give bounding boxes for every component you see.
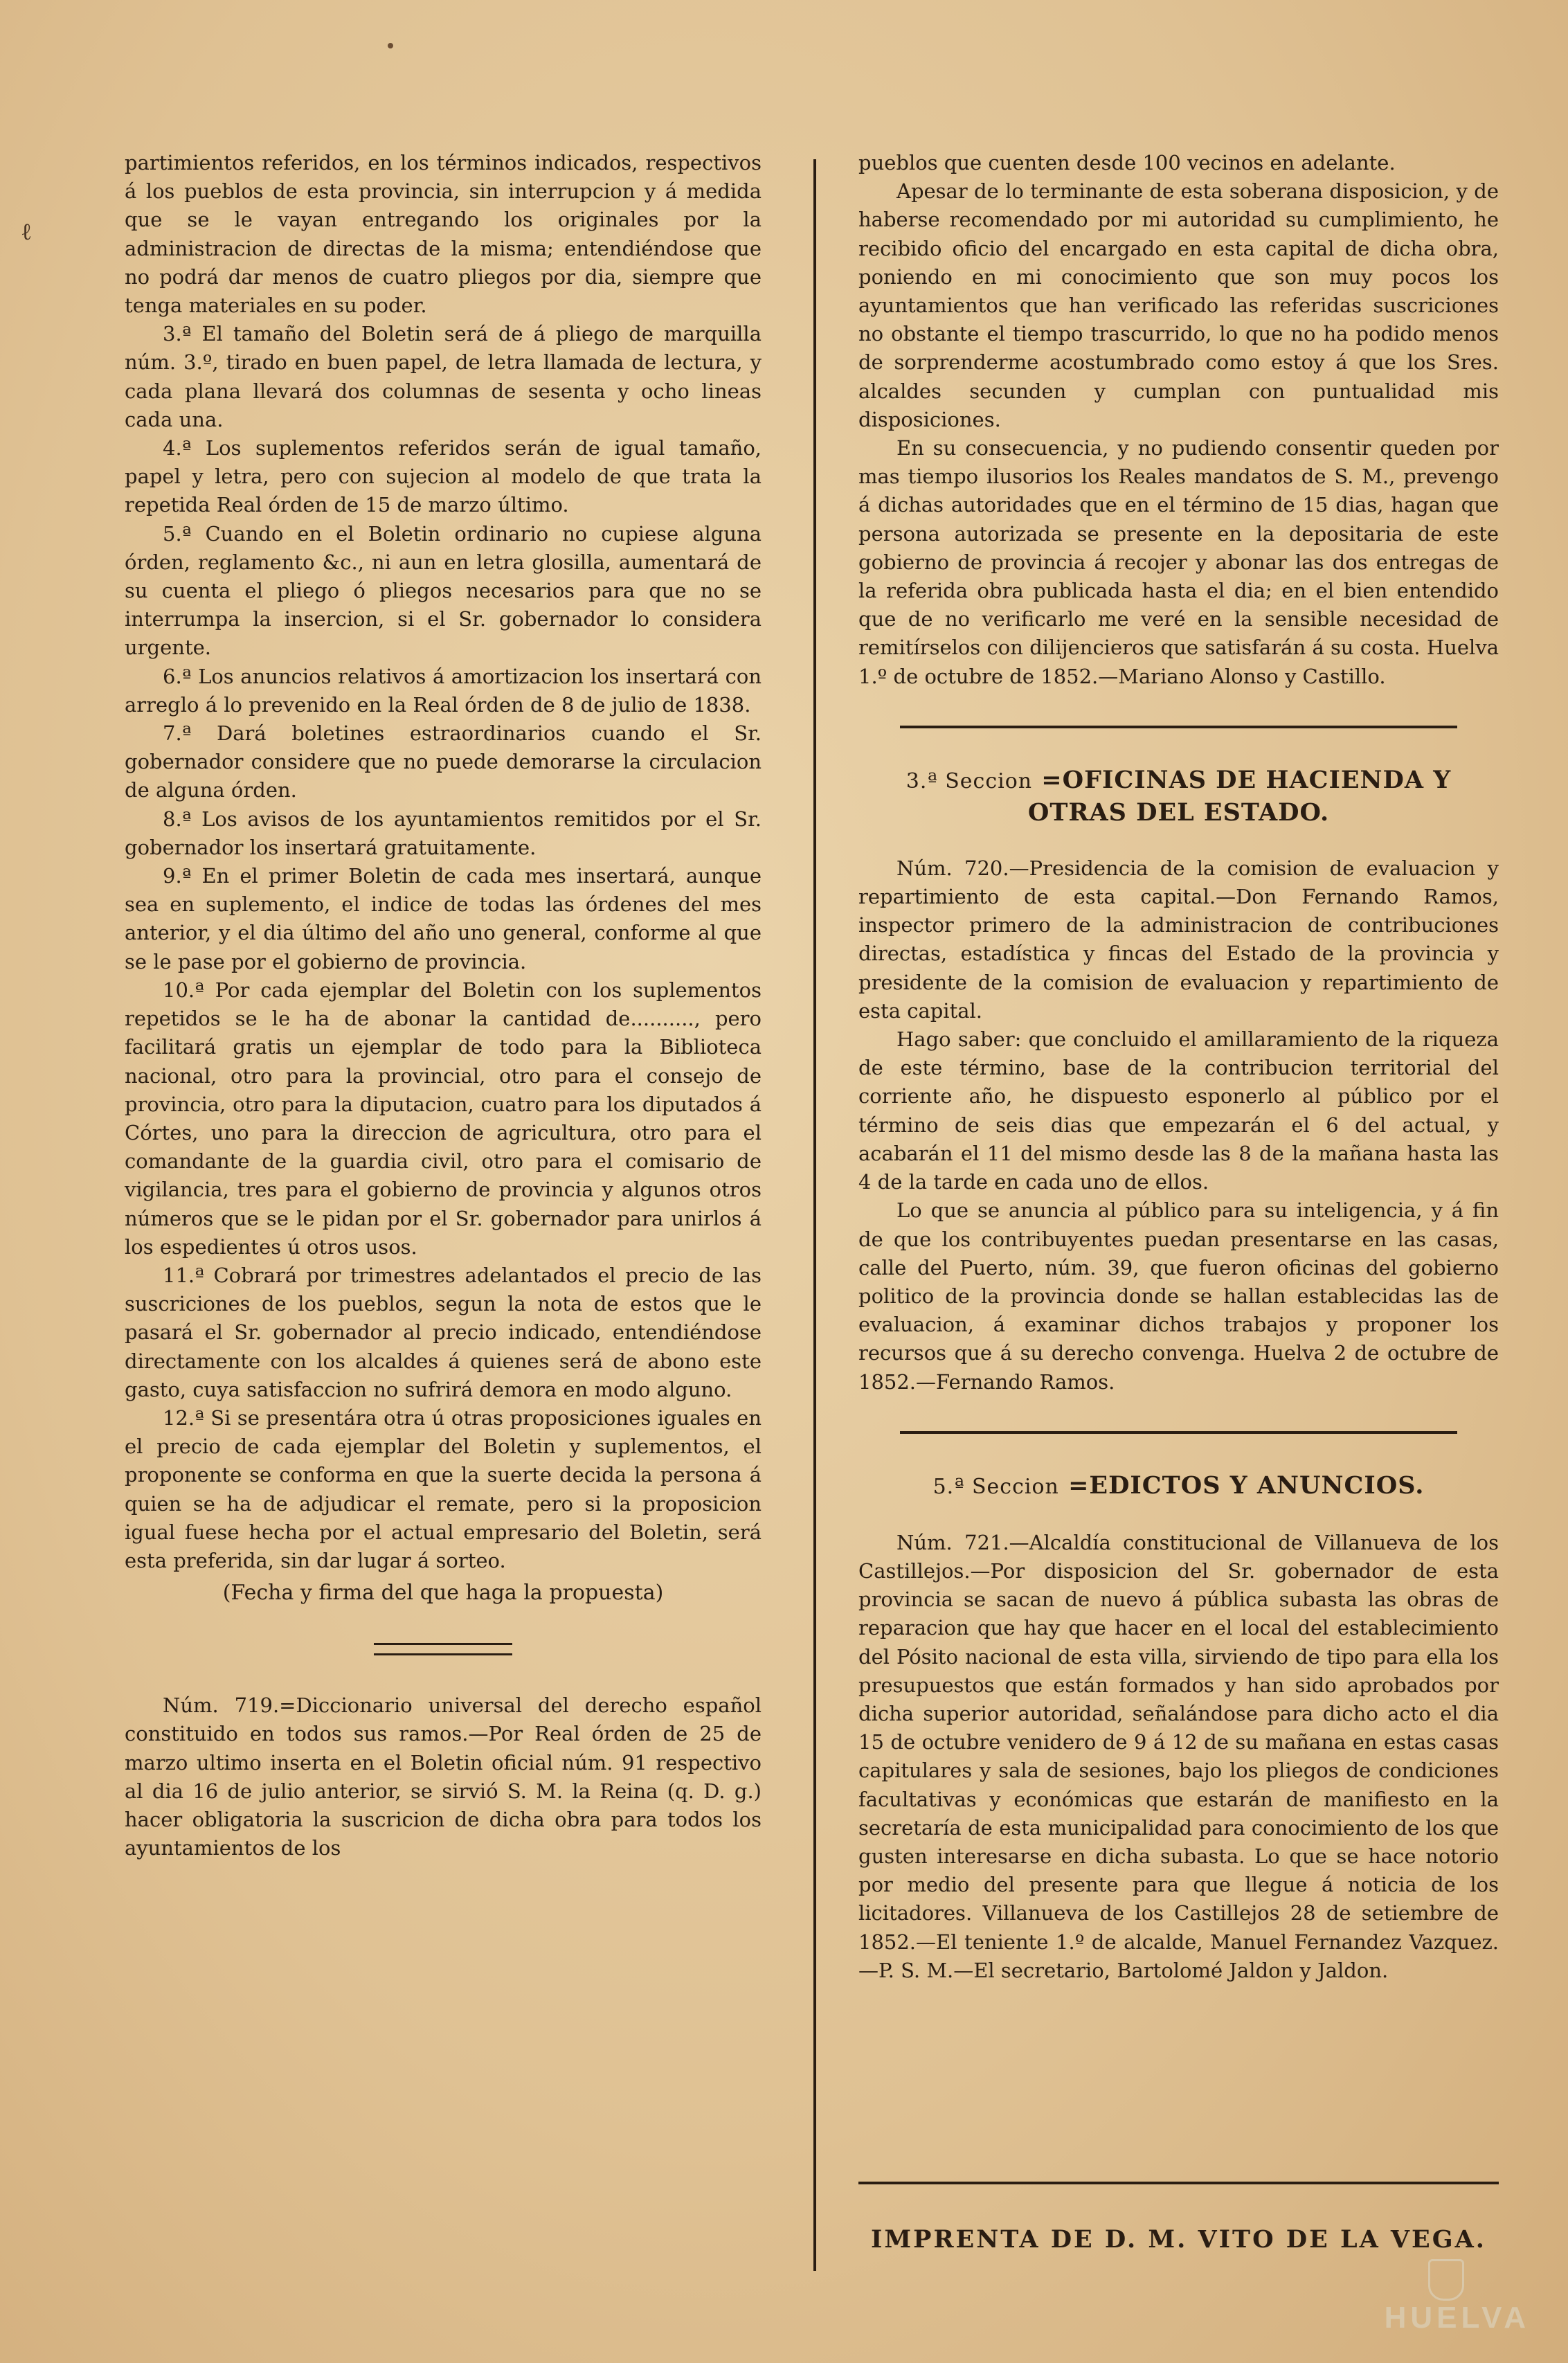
margin-mark: ℓ <box>21 218 33 246</box>
section-3-title: =OFICINAS DE HACIENDA Y OTRAS DEL ESTADO. <box>1027 765 1452 827</box>
ink-spot <box>388 43 393 48</box>
section-rule <box>900 726 1457 728</box>
clause-10: 10.ª Por cada ejemplar del Boletin con los suplementos repetidos se le ha de abonar la cantidad de.........., pero facilitará gratis un ejemplar de todo para la Biblioteca nacional, otro para la provincial, otro para el consejo de provincia, otro para la diputacion, cuatro para los diputados á Córtes, uno para la direccion de agricultura, otro para el comandante de la guardia civil, otro para el comisario de vigilancia, tres para el gobierno de provincia y algunos otros números que se le pidan por el Sr. gobernador para unirlos á los espedientes ú otros usos. <box>125 978 762 1259</box>
imprint: IMPRENTA DE D. M. VITO DE LA VEGA. <box>871 2225 1486 2254</box>
right-column <box>858 149 1499 2254</box>
paragraph-apesar: Apesar de lo terminante de esta soberana disposicion, y de haberse recomendado por mi autoridad su cumplimiento, he recibido oficio del encargado en esta capital de dicha obra, poniendo en mi conocimiento que son muy pocos los ayuntamientos que han verificado las referidas suscriciones no obstante el tiempo trascurrido, lo que no ha podido menos de sorprenderme acostumbrado como estoy á que los Sres. alcaldes secunden y cumplan con puntualidad mis disposiciones. <box>858 179 1499 431</box>
clause-9: 9.ª En el primer Boletin de cada mes insertará, aunque sea en suplemento, el indice de todas las órdenes del mes anterior, y el dia último del año uno general, conforme al que se le pase por el gobierno de provincia. <box>125 864 762 973</box>
clause-6: 6.ª Los anuncios relativos á amortizacion los insertará con arreglo á lo prevenido en la Real órden de 8 de julio de 1838. <box>125 664 762 717</box>
section-rule <box>900 1431 1457 1434</box>
clause-12: 12.ª Si se presentára otra ú otras proposiciones iguales en el precio de cada ejemplar del Boletin y suplementos, el proponente se conforma en que la suerte decida la persona á quien se ha de adjudicar el remate, pero si la proposicion igual fuese hecha por el actual empresario del Boletin, será esta preferida, sin dar lugar á sorteo. <box>125 1405 762 1572</box>
notice-720: Núm. 720.—Presidencia de la comision de evaluacion y repartimiento de esta capital.—Don Fernando Ramos, inspector primero de la administracion de contribuciones directas, estadística y fincas del Estado de la provincia y presidente de la comision de evaluacion y repartimiento de esta capital. <box>858 856 1499 1023</box>
notice-719: Núm. 719.=Diccionario universal del derecho español constituido en todos sus ramos.—Por Real órden de 25 de marzo ultimo inserta en el Boletin oficial núm. 91 respectivo al dia 16 de julio anterior, se sirvió S. M. la Reina (q. D. g.) hacer obligatoria la suscricion de dicha obra para todos los ayuntamientos de los <box>125 1693 762 1860</box>
section-5-title: =EDICTOS Y ANUNCIOS. <box>1068 1471 1425 1500</box>
imprint-rule <box>858 2182 1499 2184</box>
section-3-label: 3.ª Seccion <box>905 769 1033 793</box>
clause-8: 8.ª Los avisos de los ayuntamientos remitidos por el Sr. gobernador los insertará gratuitamente. <box>125 807 762 859</box>
ornament-divider <box>374 1643 512 1655</box>
notice-721: Núm. 721.—Alcaldía constitucional de Villanueva de los Castillejos.—Por disposicion del Sr. gobernador de esta provincia se sacan de nuevo á pública subasta las obras de reparacion que hay que hacer en el local del establecimiento del Pósito nacional de esta villa, sirviendo de tipo para ella los presupuestos que están formados y han sido aprobados por dicha superior autoridad, señalándose para dicho acto el dia 15 de octubre venidero de 9 á 12 de su mañana en estas casas capitulares y sala de sesiones, bajo los pliegos de condiciones facultativas y económicas que estarán de manifiesto en la secretaría de esta municipalidad para conocimiento de los que gusten interesarse en dicha subasta. Lo que se hace notorio por medio del presente para que llegue á noticia de los licitadores. Villanueva de los Castillejos 28 de setiembre de 1852.—El teniente 1.º de alcalde, Manuel Fernandez Vazquez.—P. S. M.—El secretario, Bartolomé Jaldon y Jaldon. <box>858 1530 1499 1982</box>
paragraph-consecuencia: En su consecuencia, y no pudiendo consentir queden por mas tiempo ilusorios los Reales mandatos de S. M., prevengo á dichas autoridades que en el término de 15 dias, hagan que persona autorizada se presente en la depositaria de este gobierno de provincia á recojer y abonar las dos entregas de la referida obra publicada hasta el dia; en el bien entendido que de no verificarlo me veré en la sensible necesidad de remitírselos con dilijencieros que satisfarán á su costa. Huelva 1.º de octubre de 1852.—Mariano Alonso y Castillo. <box>858 436 1499 688</box>
notice-720-hago-saber: Hago saber: que concluido el amillaramiento de la riqueza de este término, base de la contribucion territorial del corriente año, he dispuesto esponerlo al público por el término de seis dias que empezarán el 6 del actual, y acabarán el 11 del mismo desde las 8 de la mañana hasta las 4 de la tarde en cada uno de ellos. <box>858 1027 1499 1194</box>
paragraph-continuation-right: pueblos que cuenten desde 100 vecinos en adelante. <box>858 151 1396 174</box>
column-divider <box>813 159 816 2271</box>
clause-7: 7.ª Dará boletines estraordinarios cuando el Sr. gobernador considere que no puede demorarse la circulacion de alguna órden. <box>125 721 762 802</box>
section-3-heading <box>858 764 1499 828</box>
clause-11: 11.ª Cobrará por trimestres adelantados el precio de las suscriciones de los pueblos, segun la nota de estos que le pasará el Sr. gobernador al precio indicado, entendiéndose directamente con los alcaldes á quienes será de abono este gasto, cuya satisfaccion no sufrirá demora en modo alguno. <box>125 1263 762 1401</box>
section-5-label: 5.ª Seccion <box>932 1474 1059 1499</box>
proposal-signature: (Fecha y firma del que haga la propuesta) <box>222 1581 664 1606</box>
left-column <box>125 149 762 1862</box>
coat-of-arms-icon <box>1428 2259 1464 2301</box>
clause-4: 4.ª Los suplementos referidos serán de igual tamaño, papel y letra, pero con sujecion al modelo de que trata la repetida Real órden de 15 de marzo último. <box>125 436 762 517</box>
clause-5: 5.ª Cuando en el Boletin ordinario no cupiese alguna órden, reglamento &c., ni aun en letra glosilla, aumentará de su cuenta el pliego ó pliegos necesarios para que no se interrumpa la insercion, si el Sr. gobernador lo considera urgente. <box>125 521 762 660</box>
watermark-text: HUELVA <box>1384 2301 1530 2335</box>
section-5-heading <box>858 1470 1499 1502</box>
paragraph-continuation: partimientos referidos, en los términos indicados, respectivos á los pueblos de esta provincia, sin interrupcion y á medida que se le vayan entregando los originales por la administracion de directas de la misma; entendiéndose que no podrá dar menos de cuatro pliegos por dia, siempre que tenga materiales en su poder. <box>125 151 762 318</box>
clause-3: 3.ª El tamaño del Boletin será de á pliego de marquilla núm. 3.º, tirado en buen papel, de letra llamada de lectura, y cada plana llevará dos columnas de sesenta y ocho lineas cada una. <box>125 322 762 431</box>
notice-720-anuncio: Lo que se anuncia al público para su inteligencia, y á fin de que los contribuyentes puedan presentarse en las casas, calle del Puerto, núm. 39, que fueron oficinas del gobierno politico de la provincia donde se hallan establecidas las de evaluacion, á examinar dichos trabajos y proponer los recursos que á su derecho convenga. Huelva 2 de octubre de 1852.—Fernando Ramos. <box>858 1198 1499 1394</box>
archive-watermark <box>1371 2259 1530 2335</box>
